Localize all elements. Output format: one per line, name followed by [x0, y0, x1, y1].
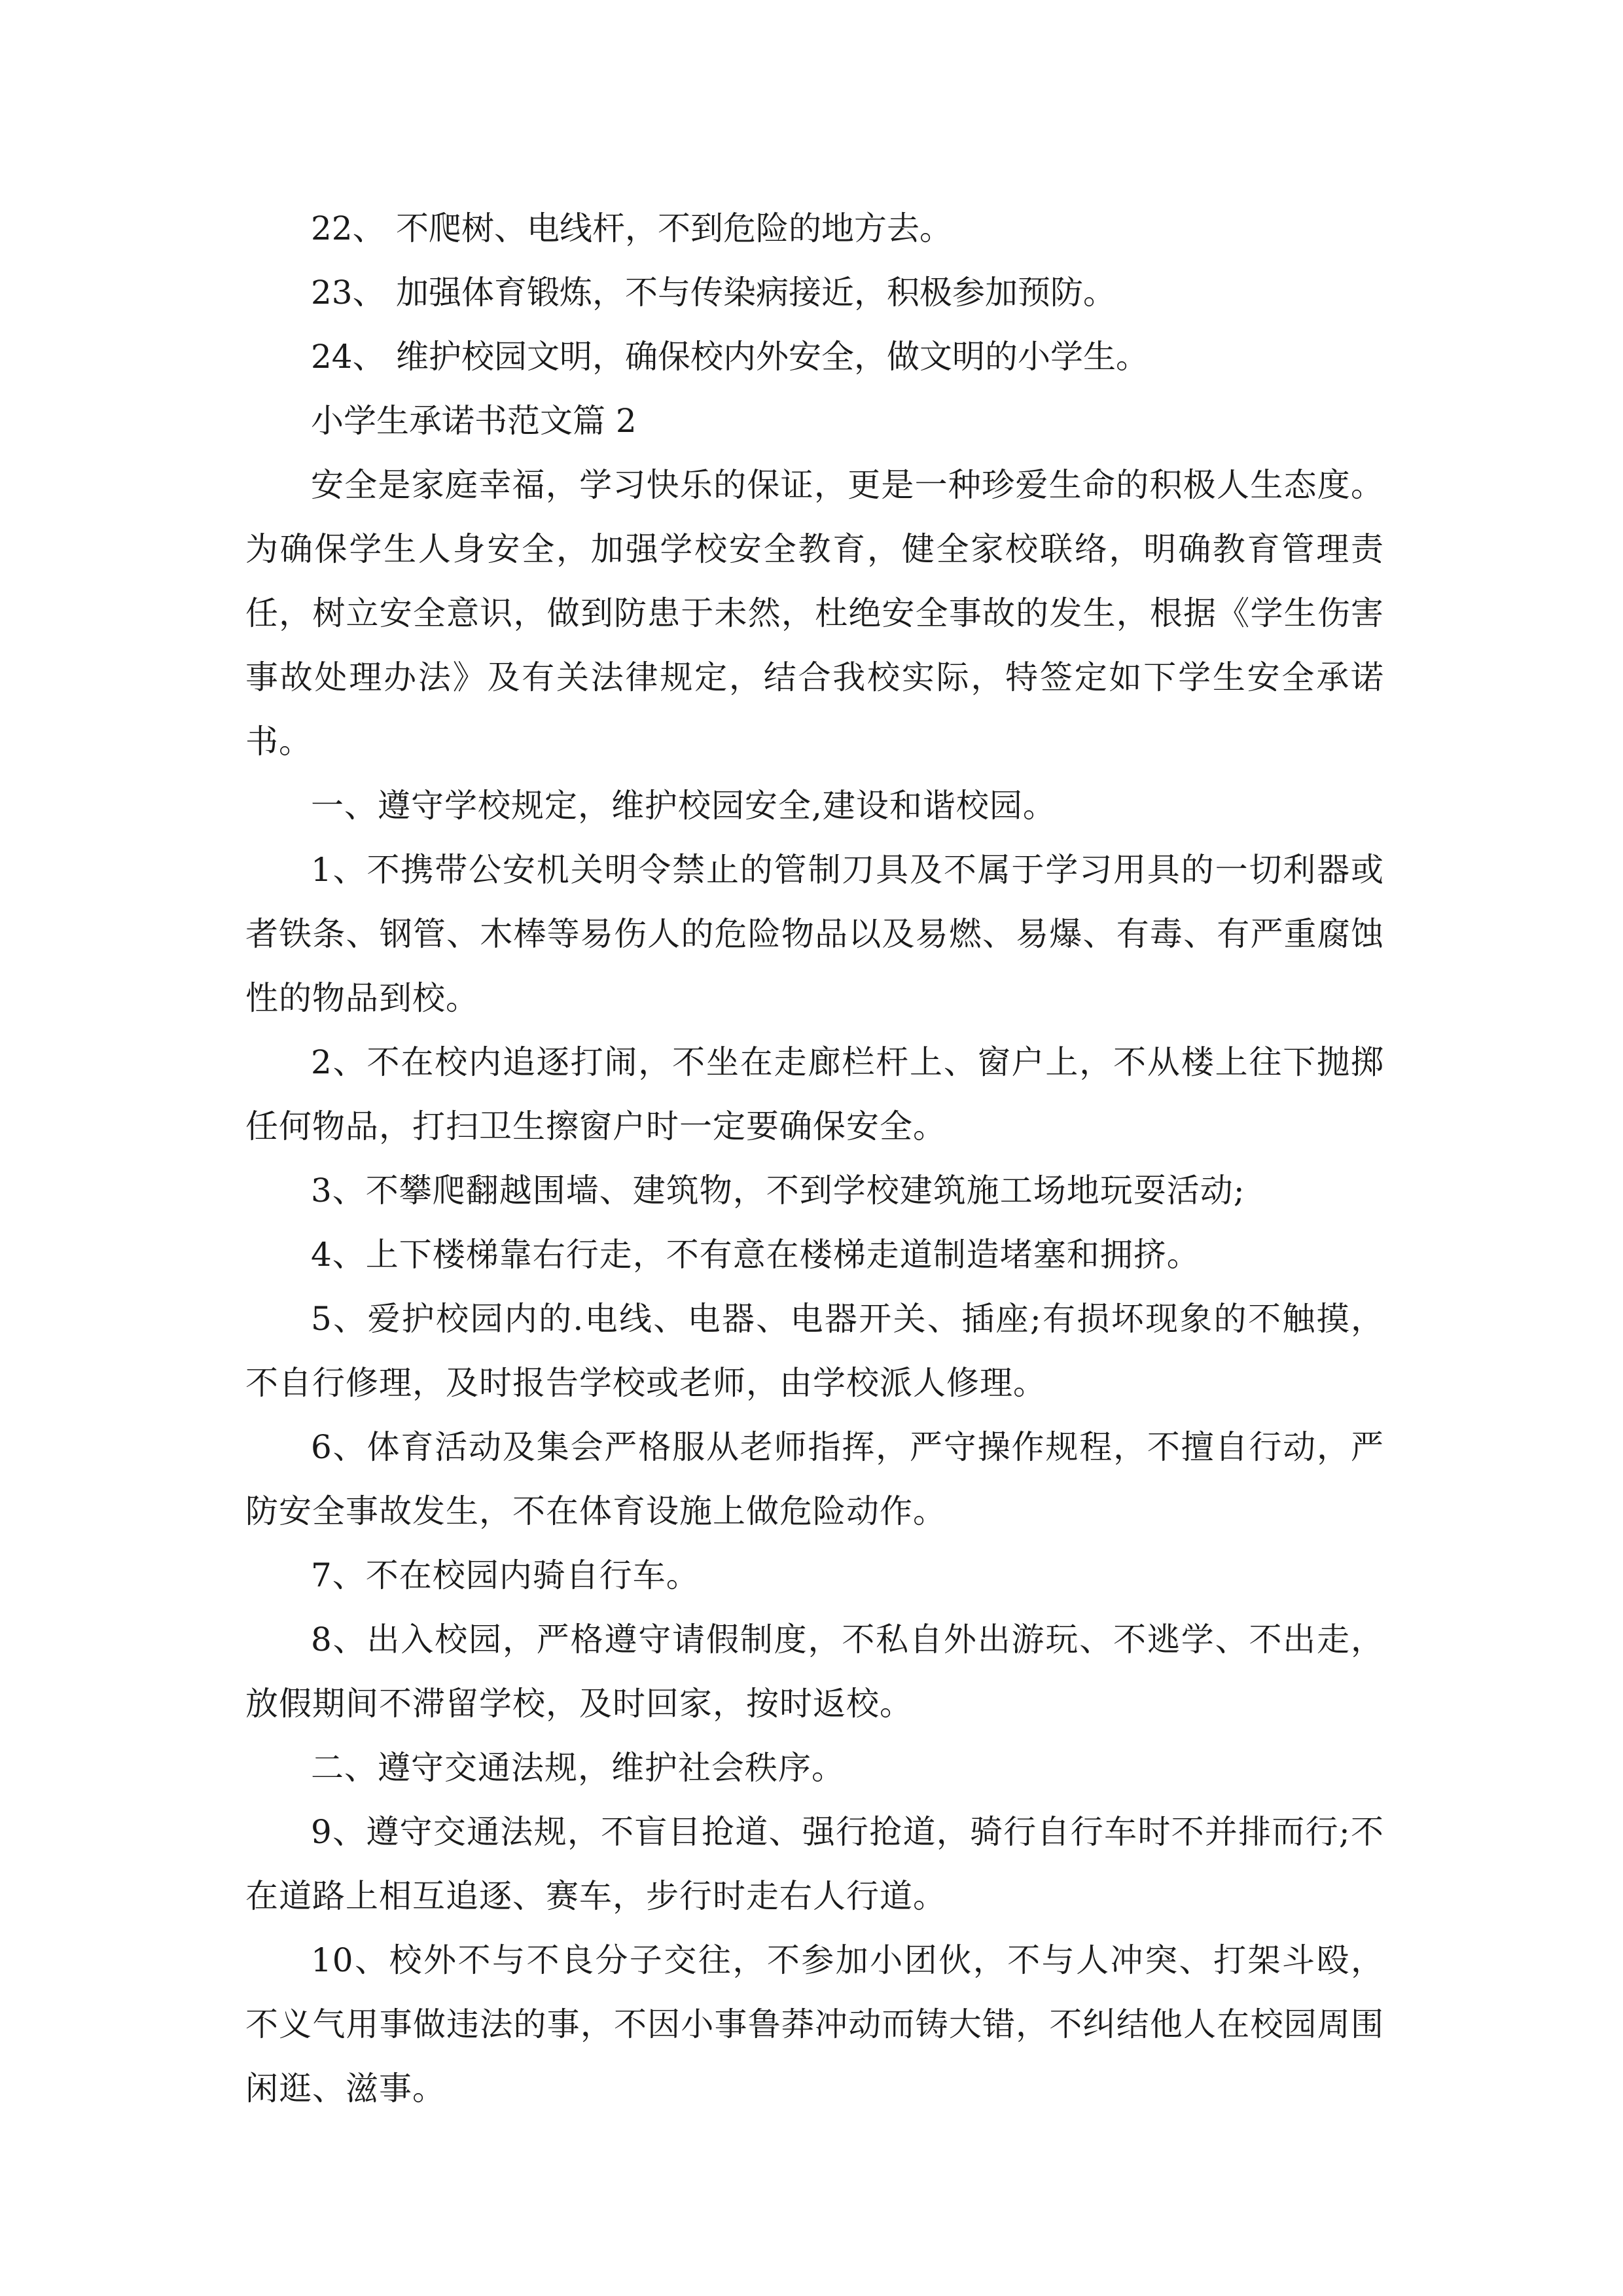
paragraph-section-one-heading: 一、遵守学校规定，维护校园安全,建设和谐校园。: [311, 787, 1056, 825]
paragraph-rule-9: 9、遵守交通法规，不盲目抢道、强行抢道，骑行自行车时不并排而行;不在道路上相互追逐、赛车，步行时走右人行道。: [245, 1813, 1384, 1915]
paragraph-rule-8: 8、出入校园，严格遵守请假制度，不私自外出游玩、不逃学、不出走，放假期间不滞留学校，及时回家，按时返校。: [245, 1621, 1384, 1723]
list-item-number: 23、: [311, 274, 385, 312]
paragraph-rule-3: 3、不攀爬翻越围墙、建筑物，不到学校建筑施工场地玩耍活动;: [311, 1172, 1245, 1210]
paragraph-rule-4: 4、上下楼梯靠右行走，不有意在楼梯走道制造堵塞和拥挤。: [311, 1236, 1200, 1274]
list-item-number: 22、: [311, 209, 385, 247]
document-body: [245, 196, 1384, 2121]
paragraph-intro: 安全是家庭幸福，学习快乐的保证，更是一种珍爱生命的积极人生态度。为确保学生人身安全，加强学校安全教育，健全家校联络，明确教育管理责任，树立安全意识，做到防患于未然，杜绝安全事故的发生，根据《学生伤害事故处理办法》及有关法律规定，结合我校实际，特签定如下学生安全承诺书。: [245, 466, 1384, 761]
list-item: [245, 325, 1384, 389]
paragraph-rule-10: 10、校外不与不良分子交往，不参加小团伙，不与人冲突、打架斗殴，不义气用事做违法的事，不因小事鲁莽冲动而铸大错，不纠结他人在校园周围闲逛、滋事。: [245, 1941, 1384, 2108]
list-item-text: 不爬树、电线杆，不到危险的地方去。: [396, 209, 952, 247]
list-item-number: 24、: [311, 338, 385, 376]
paragraph-rule-2: 2、不在校内追逐打闹，不坐在走廊栏杆上、窗户上，不从楼上往下抛掷任何物品，打扫卫生擦窗户时一定要确保安全。: [245, 1043, 1384, 1145]
section-heading: 小学生承诺书范文篇 2: [311, 402, 637, 440]
paragraph-rule-1: 1、不携带公安机关明令禁止的管制刀具及不属于学习用具的一切利器或者铁条、钢管、木棒等易伤人的危险物品以及易燃、易爆、有毒、有严重腐蚀性的物品到校。: [245, 851, 1384, 1017]
list-item-text: 加强体育锻炼，不与传染病接近，积极参加预防。: [396, 274, 1116, 312]
paragraph-rule-6: 6、体育活动及集会严格服从老师指挥，严守操作规程，不擅自行动，严防安全事故发生，不在体育设施上做危险动作。: [245, 1428, 1384, 1530]
list-item-text: 维护校园文明，确保校内外安全，做文明的小学生。: [396, 338, 1149, 376]
paragraph-rule-5: 5、爱护校园内的.电线、电器、电器开关、插座;有损坏现象的不触摸，不自行修理，及时报告学校或老师，由学校派人修理。: [245, 1300, 1384, 1402]
paragraph-rule-7: 7、不在校园内骑自行车。: [311, 1556, 700, 1594]
paragraph-section-two-heading: 二、遵守交通法规，维护社会秩序。: [311, 1749, 845, 1787]
list-item: [245, 196, 1384, 260]
list-item: [245, 260, 1384, 325]
